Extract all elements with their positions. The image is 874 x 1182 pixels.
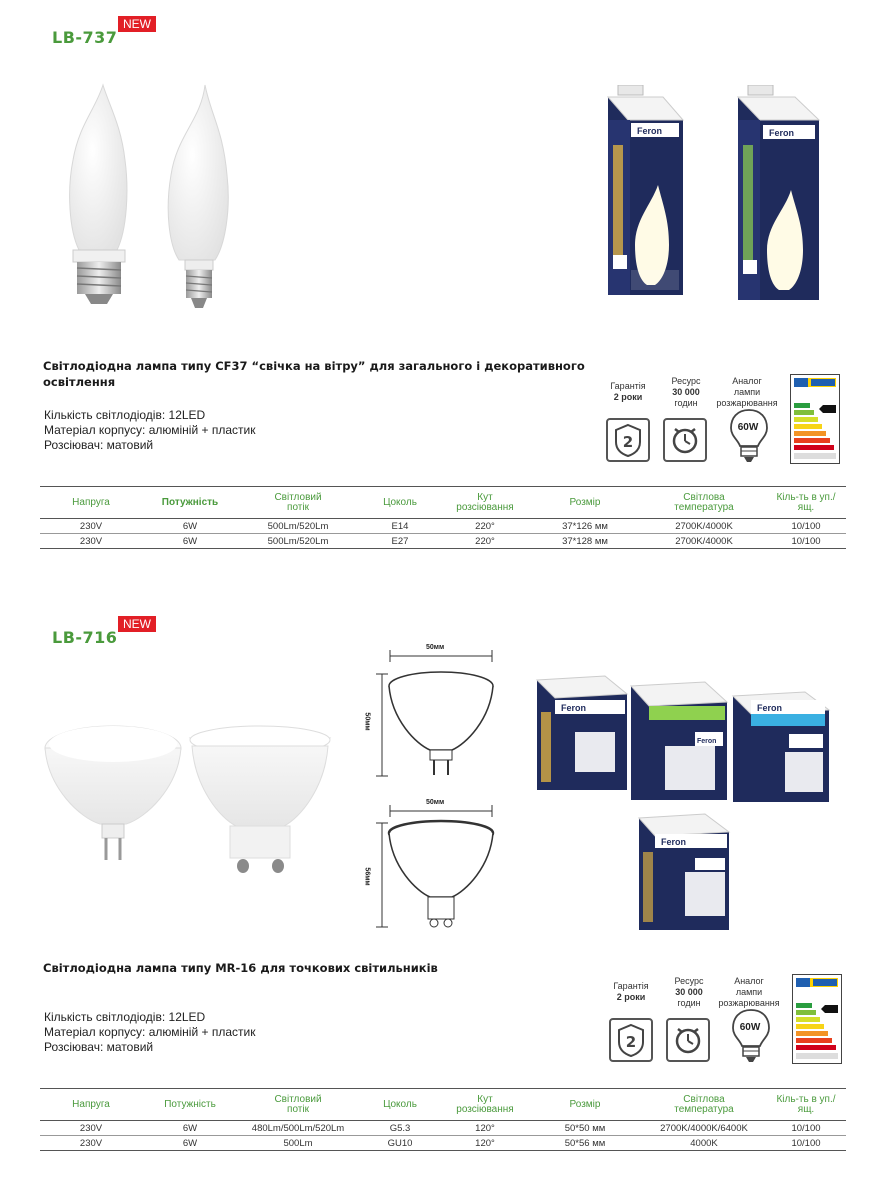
- col-voltage: Напруга: [40, 1089, 142, 1121]
- brand-logo: Feron: [769, 128, 795, 138]
- product-box-e14: [603, 85, 689, 300]
- new-badge: NEW: [118, 16, 156, 32]
- cell: 6W: [142, 534, 238, 549]
- col-beam-angle: Кут розсіювання: [442, 487, 528, 519]
- dim-height-label: 50мм: [363, 712, 371, 731]
- svg-text:Feron: Feron: [561, 703, 587, 713]
- table-row: [40, 534, 846, 549]
- svg-text:2: 2: [625, 1033, 637, 1051]
- cell: 50*50 мм: [528, 1121, 642, 1136]
- spec-diffuser: Розсіювач: матовий: [44, 438, 154, 452]
- brand-logo: Feron: [637, 126, 663, 136]
- dim-height-label: 56мм: [363, 867, 371, 886]
- cell: 10/100: [766, 534, 846, 549]
- svg-text:Feron: Feron: [757, 703, 783, 713]
- product-box-e27: [733, 85, 833, 305]
- table-row: [40, 1136, 846, 1151]
- box-gu10: [639, 814, 729, 930]
- cell: 4000K: [642, 1136, 766, 1151]
- dim-width-label: 50мм: [426, 799, 445, 806]
- col-pack-qty: Кіль-ть в уп./ящ.: [766, 1089, 846, 1121]
- cell: 6W: [142, 1121, 238, 1136]
- svg-text:Feron: Feron: [661, 837, 687, 847]
- svg-text:2: 2: [622, 433, 634, 451]
- cell: 500Lm/520Lm: [238, 534, 358, 549]
- title-line: освітлення: [43, 375, 116, 389]
- cell: E27: [358, 534, 442, 549]
- col-luminous-flux: Світловий потік: [238, 487, 358, 519]
- product-title: [43, 358, 603, 390]
- cell: 120°: [442, 1136, 528, 1151]
- model-code: LB-716: [52, 628, 118, 647]
- warranty-icon: [606, 418, 650, 462]
- cell: 6W: [142, 1136, 238, 1151]
- cell: 50*56 мм: [528, 1136, 642, 1151]
- col-beam-angle: Кут розсіювання: [442, 1089, 528, 1121]
- table-row: [40, 1121, 846, 1136]
- product-title: [43, 960, 603, 976]
- cell: 230V: [40, 534, 142, 549]
- cell: 2700K/4000K: [642, 519, 766, 534]
- incandescent-bulb-icon: [727, 408, 771, 464]
- col-power: Потужність: [142, 1089, 238, 1121]
- product-boxes-mr16: [535, 672, 850, 932]
- cell: E14: [358, 519, 442, 534]
- cell: 10/100: [766, 519, 846, 534]
- resource-label: Ресурс 30 000 годин: [671, 376, 701, 408]
- cell: 37*128 мм: [528, 534, 642, 549]
- col-base: Цоколь: [358, 487, 442, 519]
- spec-list: [44, 408, 255, 453]
- energy-label-icon: [792, 974, 842, 1064]
- spec-led-count: Кількість світлодіодів: 12LED: [44, 1010, 206, 1024]
- energy-label-icon: [790, 374, 840, 464]
- new-badge: NEW: [118, 616, 156, 632]
- col-voltage: Напруга: [40, 487, 142, 519]
- cell: 2700K/4000K: [642, 534, 766, 549]
- cell: 2700K/4000K/6400K: [642, 1121, 766, 1136]
- mr16-bulbs-photo: [40, 718, 340, 888]
- clock-icon: [666, 1018, 710, 1062]
- table-header-row: [40, 1089, 846, 1121]
- spec-table: [40, 486, 846, 549]
- col-color-temp: Світлова температура: [642, 1089, 766, 1121]
- cell: 230V: [40, 1136, 142, 1151]
- analog-label: Аналог лампи розжарювання: [718, 976, 780, 1008]
- col-size: Розмір: [528, 1089, 642, 1121]
- spec-table: [40, 1088, 846, 1151]
- cell: 500Lm/520Lm: [238, 519, 358, 534]
- table-header-row: [40, 487, 846, 519]
- candle-bulbs-photo: [55, 80, 255, 320]
- cell: 500Lm: [238, 1136, 358, 1151]
- col-power: Потужність: [142, 487, 238, 519]
- analog-label: Аналог лампи розжарювання: [716, 376, 778, 408]
- resource-label: Ресурс 30 000 годин: [674, 976, 704, 1008]
- warranty-label: Гарантія 2 роки: [613, 981, 649, 1002]
- warranty-label: Гарантія 2 роки: [610, 381, 646, 402]
- cell: 230V: [40, 519, 142, 534]
- analog-wattage: 60W: [739, 1022, 761, 1033]
- spec-list: [44, 1010, 255, 1055]
- spec-diffuser: Розсіювач: матовий: [44, 1040, 154, 1054]
- warranty-icon: [609, 1018, 653, 1062]
- col-pack-qty: Кіль-ть в уп./ящ.: [766, 487, 846, 519]
- dimension-drawing-bottom: [363, 795, 510, 935]
- cell: 6W: [142, 519, 238, 534]
- cell: GU10: [358, 1136, 442, 1151]
- spec-housing: Матеріал корпусу: алюміній + пластик: [44, 423, 256, 437]
- cell: 220°: [442, 534, 528, 549]
- box-neutral: [631, 682, 727, 800]
- box-cool: [733, 692, 829, 802]
- box-warm: [537, 676, 627, 790]
- cell: 480Lm/500Lm/520Lm: [238, 1121, 358, 1136]
- cell: 10/100: [766, 1136, 846, 1151]
- table-row: [40, 519, 846, 534]
- clock-icon: [663, 418, 707, 462]
- model-code: LB-737: [52, 28, 118, 47]
- spec-led-count: Кількість світлодіодів: 12LED: [44, 408, 206, 422]
- col-color-temp: Світлова температура: [642, 487, 766, 519]
- svg-text:Feron: Feron: [697, 738, 717, 745]
- analog-wattage: 60W: [737, 422, 759, 433]
- cell: 10/100: [766, 1121, 846, 1136]
- title-line: Світлодіодна лампа типу CF37 “свічка на вітру” для загального і декоративного: [43, 359, 585, 373]
- dim-width-label: 50мм: [426, 644, 445, 651]
- col-size: Розмір: [528, 487, 642, 519]
- spec-housing: Матеріал корпусу: алюміній + пластик: [44, 1025, 256, 1039]
- incandescent-bulb-icon: [729, 1008, 773, 1064]
- title-line: Світлодіодна лампа типу MR-16 для точкових світильників: [43, 961, 438, 975]
- cell: 220°: [442, 519, 528, 534]
- col-base: Цоколь: [358, 1089, 442, 1121]
- dimension-drawing-top: [363, 640, 510, 780]
- col-luminous-flux: Світловий потік: [238, 1089, 358, 1121]
- cell: 37*126 мм: [528, 519, 642, 534]
- cell: 120°: [442, 1121, 528, 1136]
- cell: G5.3: [358, 1121, 442, 1136]
- cell: 230V: [40, 1121, 142, 1136]
